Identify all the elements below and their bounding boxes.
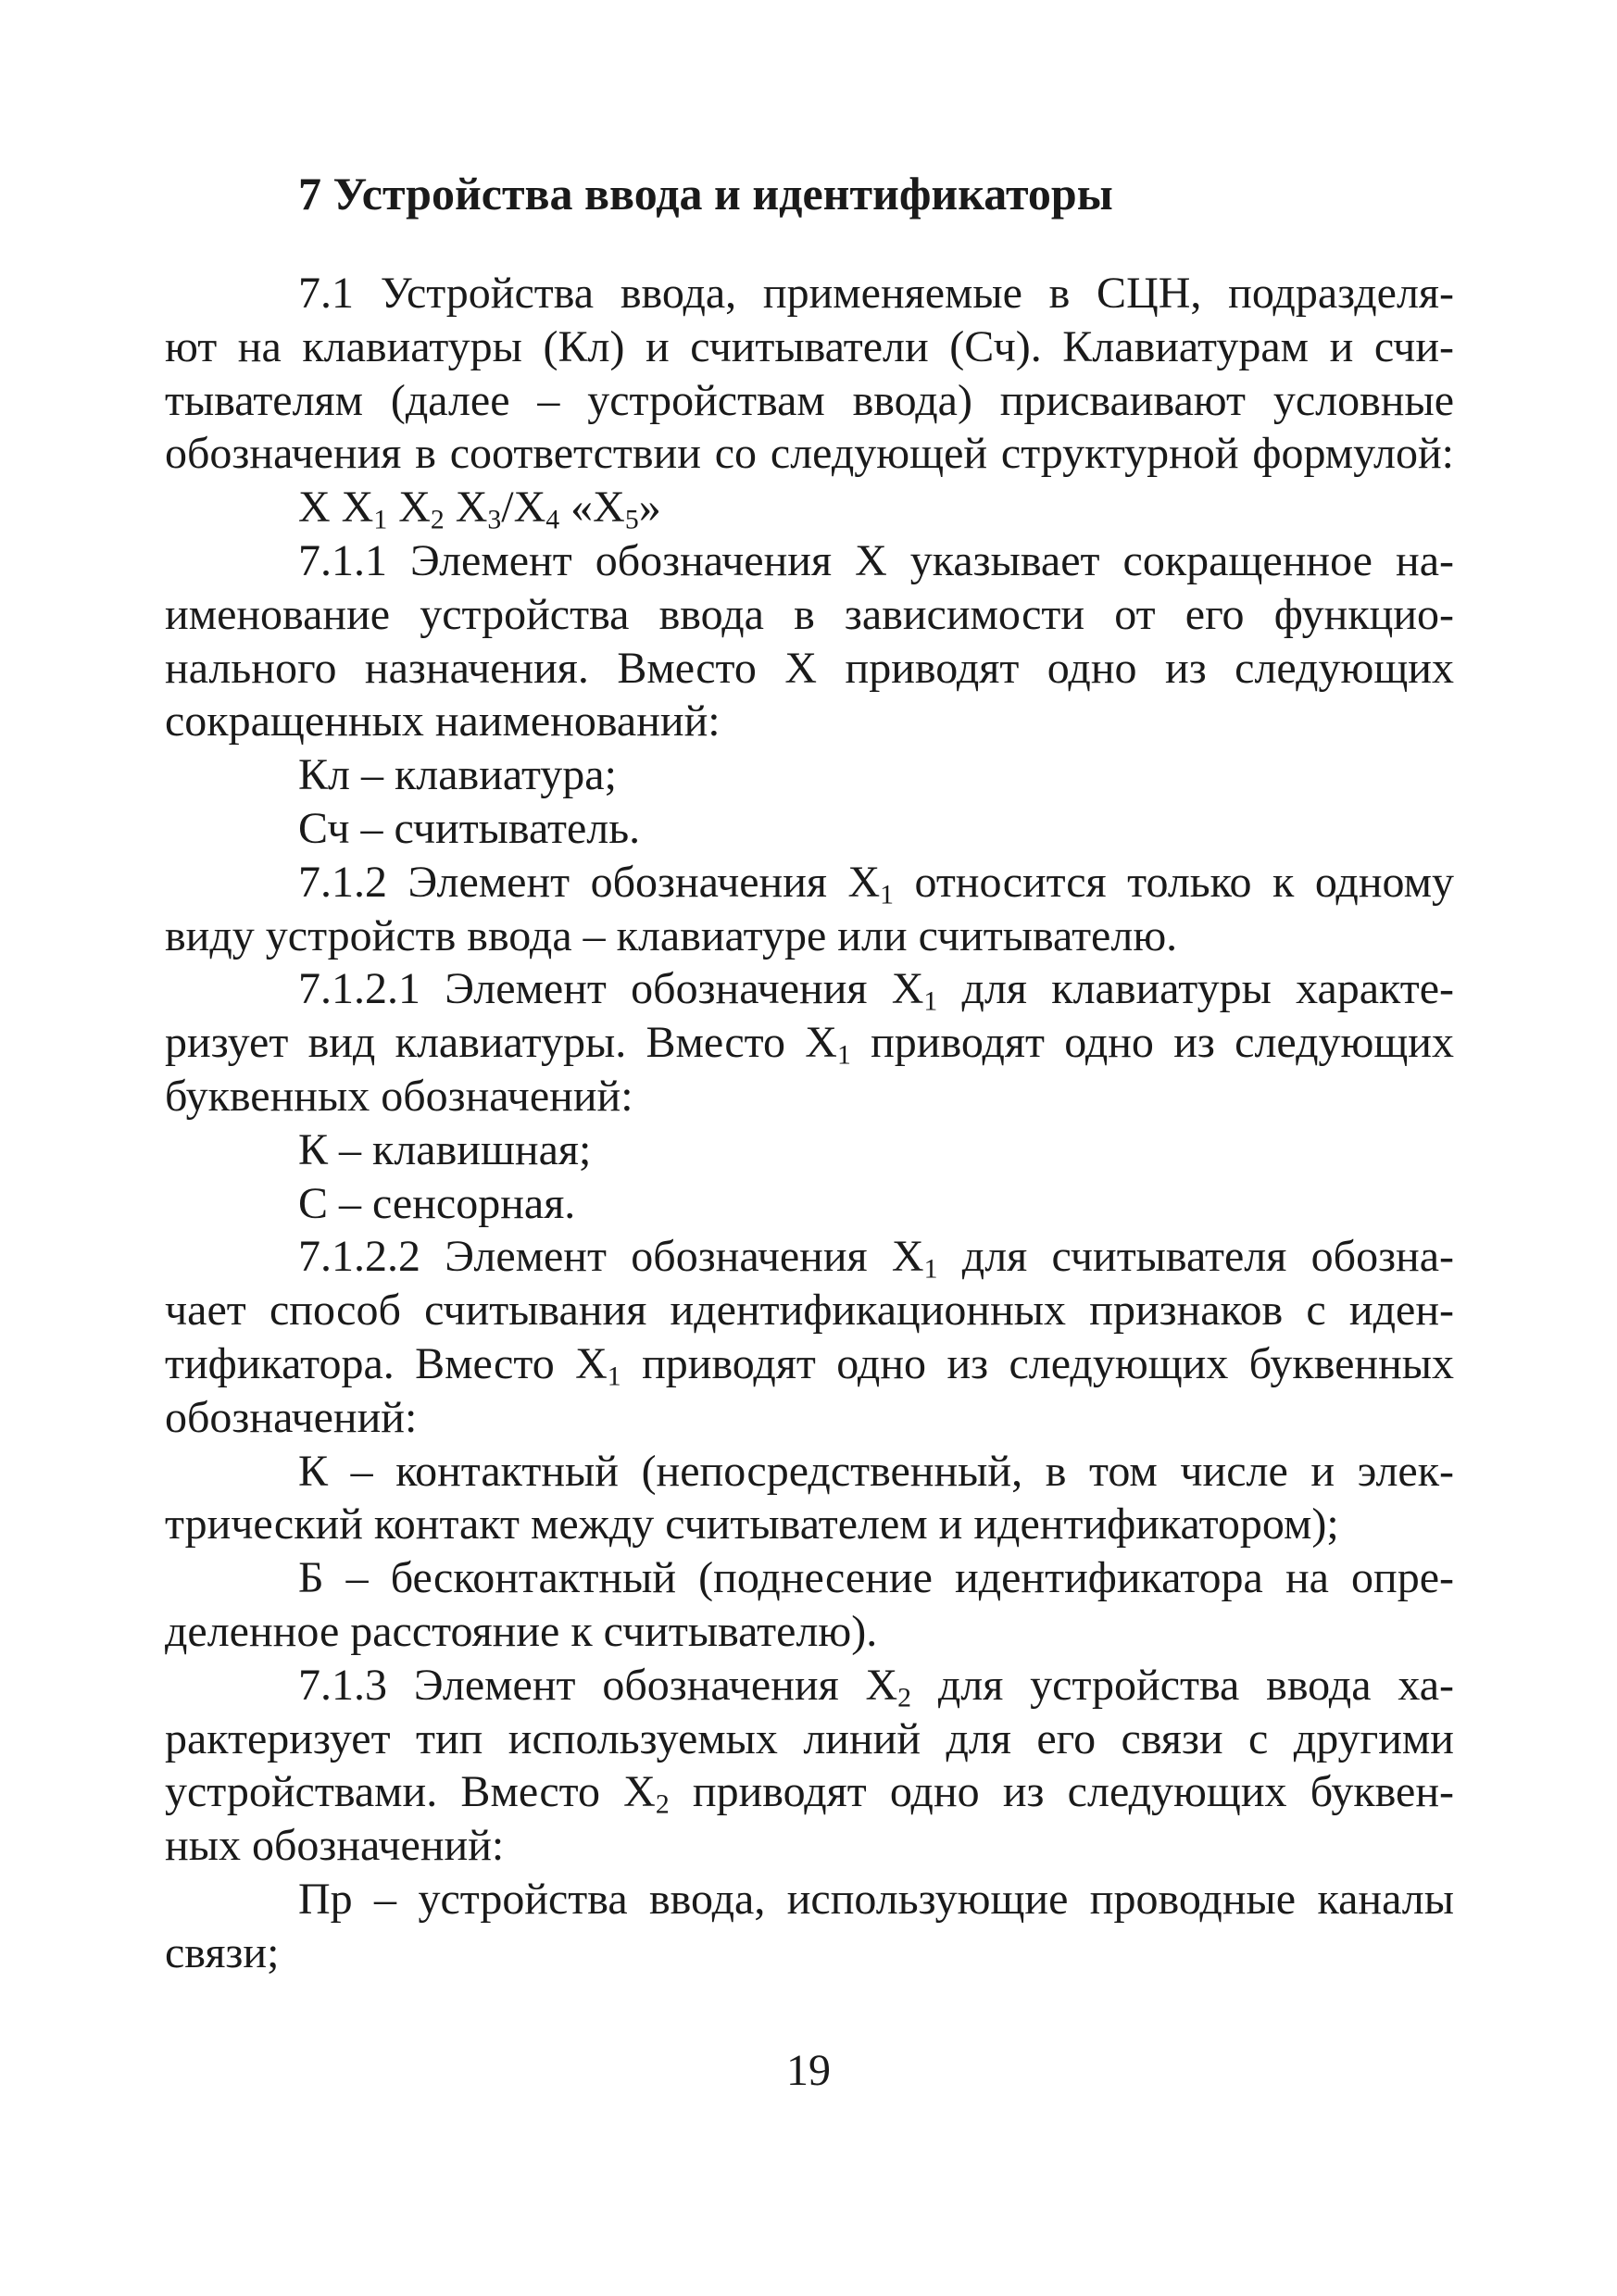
text-line: чает способ считывания идентификационных признаков с иден-	[165, 1286, 1454, 1336]
list-item: К – контактный (непосредственный, в том числе и элек-	[298, 1446, 1454, 1496]
text-line: обозначений:	[165, 1392, 418, 1442]
text-line: сокращенных наименований:	[165, 696, 721, 747]
section-heading: 7 Устройства ввода и идентификаторы	[298, 168, 1113, 220]
page-number: 19	[786, 2046, 831, 2095]
text-line: 7.1.2 Элемент обозначения $X_1$ относится только к одному	[298, 857, 1455, 910]
text-line: буквенных обозначений:	[165, 1071, 633, 1121]
body-text	[165, 267, 1454, 1980]
text-line: нального назначения. Вместо X приводят одно из следующих	[165, 643, 1454, 693]
text-line: ризует вид клавиатуры. Вместо $X_1$ приводят одно из следующих	[165, 1018, 1454, 1071]
text-line: трический контакт между считывателем и идентификатором);	[165, 1499, 1339, 1549]
list-item: Кл – клавиатура;	[298, 750, 617, 800]
text-line: связи;	[165, 1927, 280, 1977]
text-line: 7.1.2.2 Элемент обозначения $X_1$ для считывателя обозна-	[298, 1232, 1454, 1285]
text-line: деленное расстояние к считывателю).	[165, 1606, 878, 1656]
text-line: ют на клавиатуры (Кл) и считыватели (Сч). Клавиатурам и счи-	[165, 321, 1454, 371]
structural-formula: X $X_1$ $X_2$ $X_3/X_4$ «$X_5$»	[298, 483, 661, 535]
list-item: Б – бесконтактный (поднесение идентификатора на опре-	[298, 1553, 1454, 1603]
text-line: 7.1.3 Элемент обозначения $X_2$ для устройства ввода ха-	[298, 1660, 1455, 1713]
text-line: именование устройства ввода в зависимости от его функцио-	[165, 589, 1454, 639]
text-line: 7.1 Устройства ввода, применяемые в СЦН, подразделя-	[298, 269, 1454, 318]
text-line: устройствами. Вместо $X_2$ приводят одно из следующих буквен-	[165, 1767, 1455, 1820]
text-line: рактеризует тип используемых линий для его связи с другими	[165, 1713, 1454, 1763]
text-line: 7.1.2.1 Элемент обозначения $X_1$ для клавиатуры характе-	[298, 964, 1455, 1017]
list-item: Сч – считыватель.	[298, 803, 641, 853]
list-item: С – сенсорная.	[298, 1178, 576, 1228]
list-item: Пр – устройства ввода, использующие проводные каналы	[298, 1874, 1454, 1924]
list-item: К – клавишная;	[298, 1124, 592, 1174]
text-line: 7.1.1 Элемент обозначения X указывает сокращенное на-	[298, 535, 1454, 585]
text-line: виду устройств ввода – клавиатуре или считывателю.	[165, 910, 1178, 960]
text-line: тывателям (далее – устройствам ввода) присваивают условные	[165, 375, 1454, 425]
text-line: обозначения в соответствии со следующей структурной формулой:	[165, 429, 1454, 479]
text-line: ных обозначений:	[165, 1821, 505, 1871]
text-line: тификатора. Вместо $X_1$ приводят одно из следующих буквенных	[165, 1338, 1455, 1392]
